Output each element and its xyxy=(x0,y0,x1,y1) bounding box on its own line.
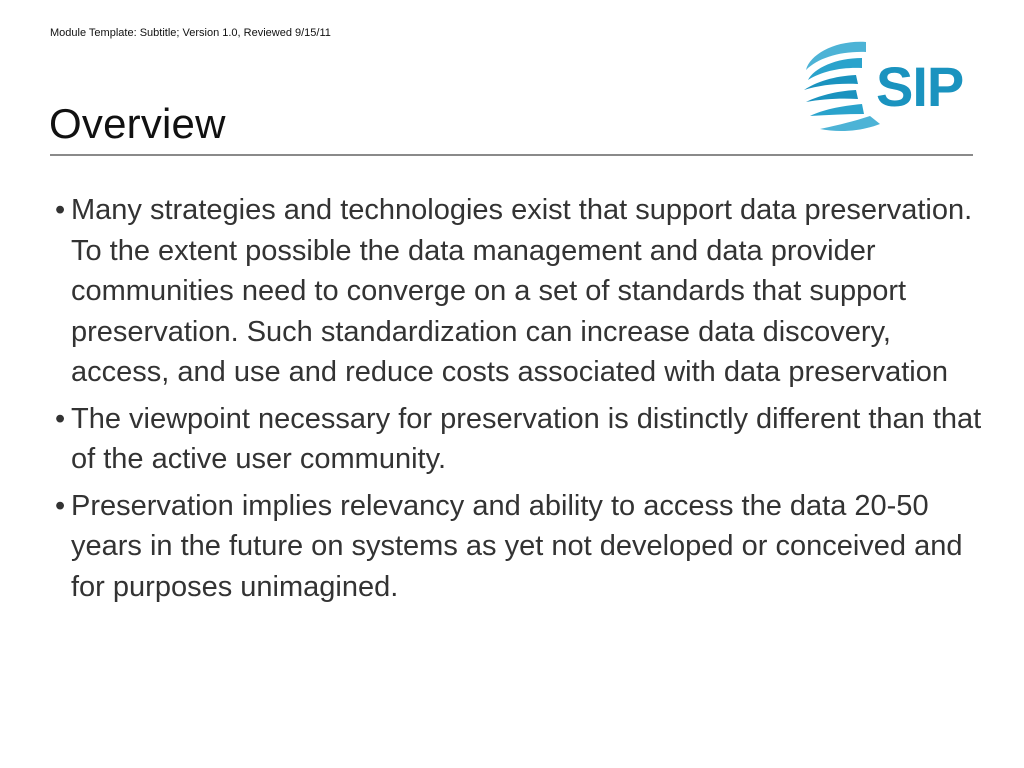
template-label: Module Template xyxy=(50,27,134,39)
esip-logo xyxy=(796,36,970,136)
bullet-item xyxy=(55,486,985,608)
title-divider xyxy=(50,154,973,156)
bullet-item xyxy=(55,190,985,393)
bullet-dot-icon: • xyxy=(55,402,66,435)
bullet-list xyxy=(55,190,985,613)
bullet-text: Preservation implies relevancy and ability to access the data 20-50 years in the future on systems as yet not developed or conceived and for purposes unimagined. xyxy=(71,489,963,603)
bullet-text: The viewpoint necessary for preservation is distinctly different than that of the active user community. xyxy=(71,402,982,475)
bullet-dot-icon: • xyxy=(55,489,66,522)
template-details: : Subtitle; Version 1.0, Reviewed 9/15/11 xyxy=(133,27,331,39)
logo-swoosh-icon xyxy=(804,42,880,131)
logo-text: SIP xyxy=(876,55,964,118)
slide-title: Overview xyxy=(49,100,226,147)
bullet-text: Many strategies and technologies exist that support data preservation. To the extent possible the data management and data provider communities need to converge on a set of standards that support preservation. Such standardization can increase data discovery, access, and use and reduce costs associated with data preservation xyxy=(71,194,973,388)
bullet-dot-icon: • xyxy=(55,194,66,226)
module-template-note xyxy=(50,27,331,39)
bullet-item xyxy=(55,399,985,480)
